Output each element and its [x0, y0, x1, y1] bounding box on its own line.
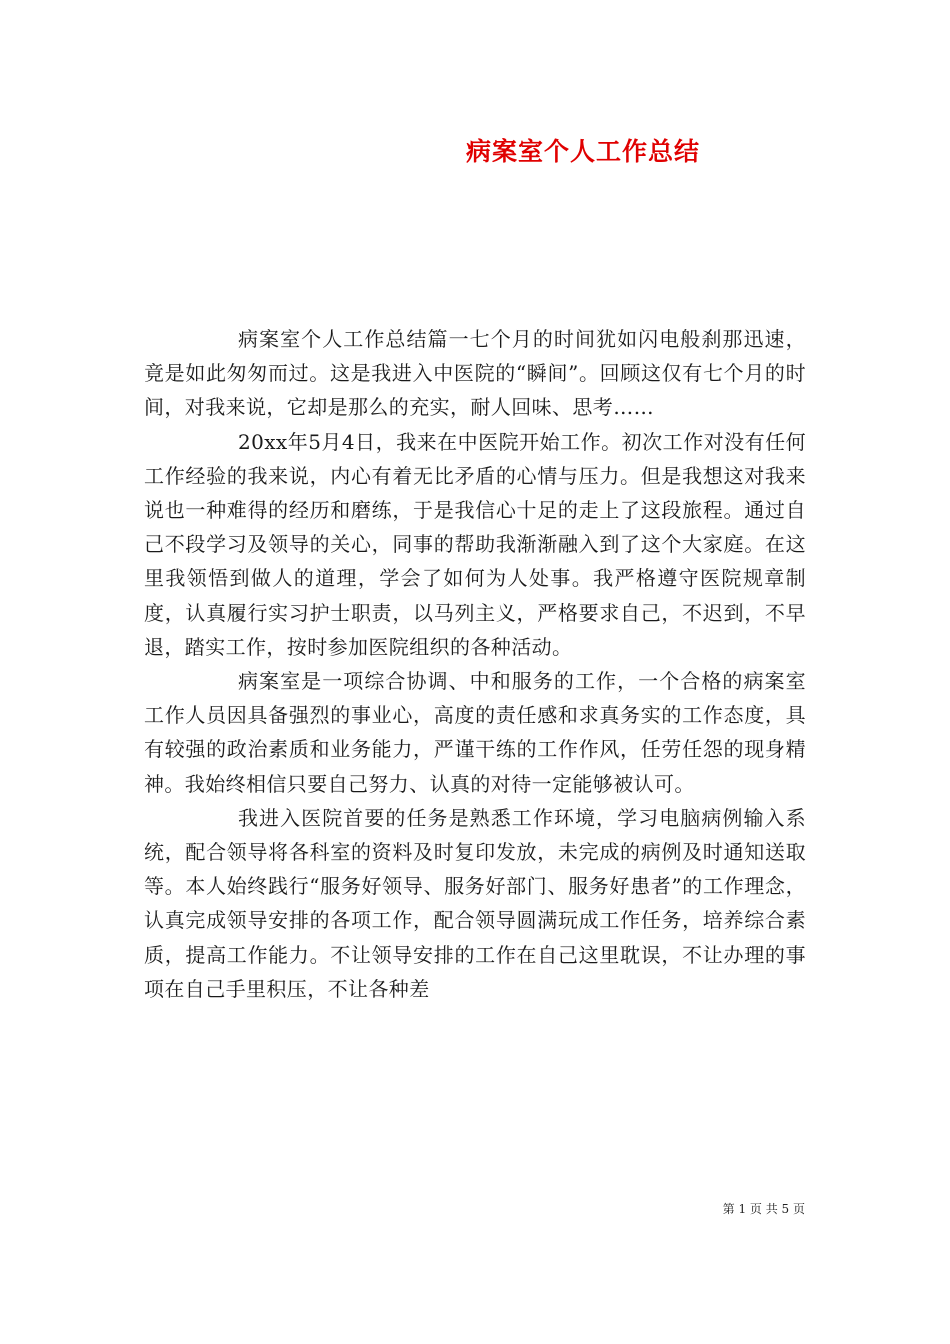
document-body	[144, 322, 806, 1006]
paragraph-4: 我进入医院首要的任务是熟悉工作环境，学习电脑病例输入系统，配合领导将各科室的资料及时复印发放，未完成的病例及时通知送取等。本人始终践行“服务好领导、服务好部门、服务好患者”的工作理念，认真完成领导安排的各项工作，配合领导圆满玩成工作任务，培养综合素质，提高工作能力。不让领导安排的工作在自己这里耽误，不让办理的事项在自己手里积压，不让各种差	[144, 805, 806, 1001]
paragraph-3: 病案室是一项综合协调、中和服务的工作，一个合格的病案室工作人员因具备强烈的事业心，高度的责任感和求真务实的工作态度，具有较强的政治素质和业务能力，严谨干练的工作作风，任劳任怨的现身精神。我始终相信只要自己努力、认真的对待一定能够被认可。	[144, 669, 806, 796]
paragraph-2: 20xx年5月4日，我来在中医院开始工作。初次工作对没有任何工作经验的我来说，内心有着无比矛盾的心情与压力。但是我想这对我来说也一种难得的经历和磨练，于是我信心十足的走上了这段旅程。通过自己不段学习及领导的关心，同事的帮助我渐渐融入到了这个大家庭。在这里我领悟到做人的道理，学会了如何为人处事。我严格遵守医院规章制度，认真履行实习护士职责，以马列主义，严格要求自己，不迟到，不早退，踏实工作，按时参加医院组织的各种活动。	[144, 429, 806, 659]
document-title: 病案室个人工作总结	[465, 137, 700, 166]
page-number: 第 1 页 共 5 页	[722, 1202, 805, 1216]
paragraph-1: 病案室个人工作总结篇一七个月的时间犹如闪电般刹那迅速，竟是如此匆匆而过。这是我进入中医院的“瞬间”。回顾这仅有七个月的时间，对我来说，它却是那么的充实，耐人回味、思考……	[144, 327, 806, 420]
